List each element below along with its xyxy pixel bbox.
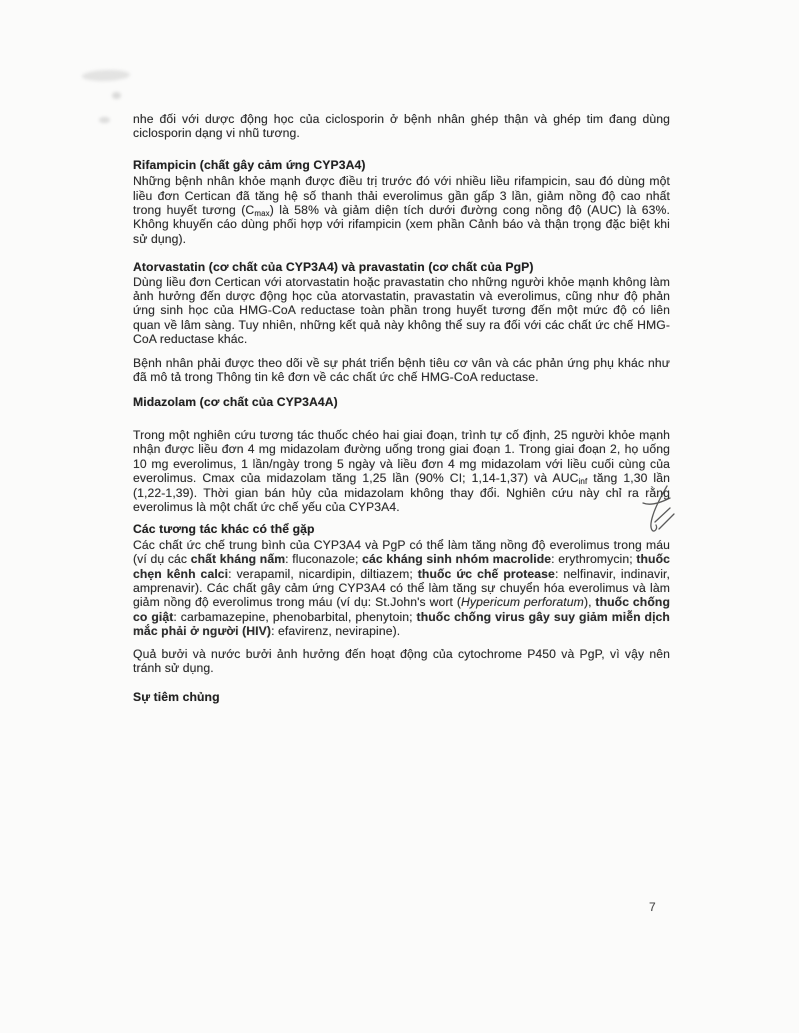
scan-smudge [82,69,130,82]
paragraph-grapefruit: Quả bưởi và nước bưởi ảnh hưởng đến hoạt động của cytochrome P450 và PgP, vì vậy nên tránh sử dụng. [133,646,670,675]
paragraph-atorvastatin: Dùng liều đơn Certican với atorvastatin hoặc pravastatin cho những người khỏe mạnh không làm ảnh hưởng đến dược động học của atorvastatin, pravastatin và everolimus, cũng như độ phản ứng sinh học của HMG-CoA reductase toàn phần trong huyết tương đến một mức độ có liên quan về lâm sàng. Tuy nhiên, những kết quả này không thể suy ra đối với các chất ức chế HMG-CoA reductase khác. [133,274,670,347]
paragraph-monitoring: Bệnh nhân phải được theo dõi về sự phát triển bệnh tiêu cơ vân và các phản ứng phụ khác như đã mô tả trong Thông tin kê đơn về các chất ức chế HMG-CoA reductase. [133,355,670,385]
section-heading-rifampicin: Rifampicin (chất gây cảm ứng CYP3A4) [133,157,366,172]
scan-smudge [99,117,110,123]
section-heading-midazolam: Midazolam (cơ chất của CYP3A4A) [133,394,338,409]
paragraph-rifampicin: Những bệnh nhân khỏe mạnh được điều trị trước đó với nhiều liều rifampicin, sau đó dùng một liều đơn Certican đã tăng hệ số thanh thải everolimus gần gấp 3 lần, giảm nồng độ cao nhất trong huyết tương $(C_{max})$ là 58% và giảm diện tích dưới đường cong nồng độ (AUC) là 63%. Không khuyến cáo dùng phối hợp với rifampicin (xem phần Cảnh báo và thận trọng đặc biệt khi sử dụng). [133,174,670,246]
paragraph-midazolam: Trong một nghiên cứu tương tác thuốc chéo hai giai đoạn, trình tự cố định, 25 người khỏe mạnh nhận được liều đơn 4 mg midazolam đường uống trong giai đoạn 1. Trong giai đoạn 2, họ uống 10 mg everolimus, 1 lần/ngày trong 5 ngày và liều đơn 4 mg midazolam với liều cuối cùng của everolimus. Cmax của midazolam tăng 1,25 lần (90% CI; 1,14-1,37) và $AUC_{inf}$ tăng 1,30 lần (1,22-1,39). Thời gian bán hủy của midazolam không thay đổi. Nghiên cứu này chỉ ra rằng everolimus là một chất ức chế yếu của CYP3A4. [133,427,670,514]
signature-mark [630,481,690,543]
page-number: 7 [649,900,656,914]
section-heading-other-interactions: Các tương tác khác có thể gặp [133,522,315,537]
scan-smudge [112,92,121,99]
document-content [133,112,670,705]
section-heading-atorvastatin-pravastatin: Atorvastatin (cơ chất của CYP3A4) và pravastatin (cơ chất của PgP) [133,260,534,275]
paragraph-other-interactions: Các chất ức chế trung bình của CYP3A4 và PgP có thể làm tăng nồng độ everolimus trong máu (ví dụ các chất kháng nấm: fluconazole; các kháng sinh nhóm macrolide: erythromycin; thuốc chẹn kênh calci: verapamil, nicardipin, diltiazem; thuốc ức chế protease: nelfinavir, indinavir, amprenavir). Các chất gây cảm ứng CYP3A4 có thể làm tăng sự chuyển hóa everolimus và làm giảm nồng độ everolimus trong máu (ví dụ: St.John's wort (Hypericum perforatum), thuốc chống co giật: carbamazepine, phenobarbital, phenytoin; thuốc chống virus gây suy giảm miễn dịch mắc phải ở người (HIV): efavirenz, nevirapine). [133,537,670,639]
section-heading-vaccination: Sự tiêm chủng [133,690,220,705]
paragraph-ciclosporin-continuation: nhe đối với dược động học của ciclosporin ở bệnh nhân ghép thận và ghép tim đang dùng ciclosporin dạng vi nhũ tương. [133,112,670,141]
